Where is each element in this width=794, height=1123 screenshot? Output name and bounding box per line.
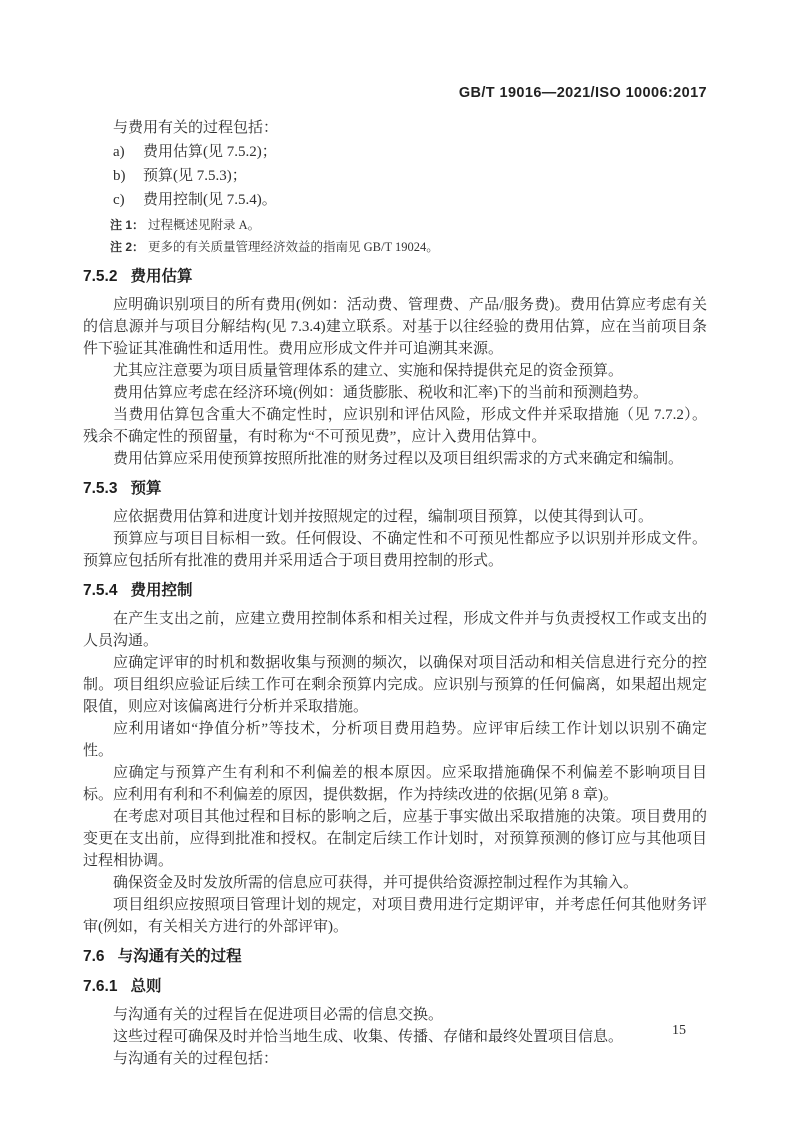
paragraph: 项目组织应按照项目管理计划的规定，对项目费用进行定期评审，并考虑任何其他财务评审(例如，有关相关方进行的外部评审)。: [83, 897, 707, 935]
paragraph: 在考虑对项目其他过程和目标的影响之后，应基于事实做出采取措施的决策。项目费用的变更在支出前，应得到批准和授权。在制定后续工作计划时，对预算预测的修订应与其他项目过程相协调。: [83, 809, 707, 869]
clause-heading-7-6: [83, 946, 707, 968]
intro-lead: 与费用有关的过程包括：: [113, 120, 279, 136]
list-item-text: 费用估算(见 7.5.2)；: [143, 144, 277, 160]
note-text: 更多的有关质量管理经济效益的指南见 GB/T 19024。: [148, 240, 439, 254]
paragraph: 在产生支出之前，应建立费用控制体系和相关过程，形成文件并与负责授权工作或支出的人员沟通。: [83, 611, 707, 649]
paragraph: 应依据费用估算和进度计划并按照规定的过程，编制项目预算，以使其得到认可。: [113, 509, 654, 525]
section-heading-7-5-2: [83, 266, 707, 288]
note-label: 注 1：: [110, 218, 145, 232]
list-item: [83, 188, 707, 212]
section-heading-7-6-1: [83, 976, 707, 998]
section-number: 7.6.1: [83, 978, 118, 995]
paragraph: 确保资金及时发放所需的信息应可获得，并可提供给资源控制过程作为其输入。: [113, 875, 639, 891]
paragraph: 应确定与预算产生有利和不利偏差的根本原因。应采取措施确保不利偏差不影响项目目标。应利用有利和不利偏差的原因，提供数据，作为持续改进的依据(见第 8 章)。: [83, 765, 707, 803]
paragraph: 与沟通有关的过程包括：: [113, 1051, 279, 1067]
section-title: 总则: [130, 978, 162, 995]
paragraph: 预算应与项目目标相一致。任何假设、不确定性和不可预见性都应予以识别并形成文件。预算应包括所有批准的费用并采用适合于项目费用控制的形式。: [83, 531, 707, 569]
list-item-marker: a): [113, 144, 125, 160]
section-heading-7-5-4: [83, 580, 707, 602]
clause-title: 与沟通有关的过程: [117, 948, 242, 965]
list-item-marker: c): [113, 192, 125, 208]
list-item: [83, 140, 707, 164]
section-title: 预算: [130, 480, 162, 497]
note: [83, 214, 707, 236]
paragraph: 应确定评审的时机和数据收集与预测的频次，以确保对项目活动和相关信息进行充分的控制。项目组织应验证后续工作可在剩余预算内完成。应识别与预算的任何偏离，如果超出规定限值，则应对该偏离进行分析并采取措施。: [83, 655, 707, 715]
list-item-text: 预算(见 7.5.3)；: [143, 168, 247, 184]
section-title: 费用控制: [130, 582, 193, 599]
page-number: 15: [672, 1023, 686, 1038]
note-label: 注 2：: [110, 240, 145, 254]
paragraph: 应明确识别项目的所有费用(例如：活动费、管理费、产品/服务费)。费用估算应考虑有关的信息源并与项目分解结构(见 7.3.4)建立联系。对基于以往经验的费用估算，应在当前项目条件下验证其准确性和适用性。费用应形成文件并可追溯其来源。: [83, 297, 707, 357]
running-head-standard-code: GB/T 19016—2021/ISO 10006:2017: [458, 85, 707, 101]
process-list: [83, 140, 707, 212]
section-number: 7.5.2: [83, 268, 118, 285]
section-number: 7.5.4: [83, 582, 118, 599]
list-item-text: 费用控制(见 7.5.4)。: [143, 192, 277, 208]
paragraph: 费用估算应采用使预算按照所批准的财务过程以及项目组织需求的方式来确定和编制。: [113, 451, 684, 467]
paragraph: 与沟通有关的过程旨在促进项目必需的信息交换。: [113, 1007, 444, 1023]
paragraph: 应利用诸如“挣值分析”等技术，分析项目费用趋势。应评审后续工作计划以识别不确定性。: [83, 721, 707, 759]
note-text: 过程概述见附录 A。: [148, 218, 261, 232]
list-item-marker: b): [113, 168, 126, 184]
paragraph: 当费用估算包含重大不确定性时，应识别和评估风险，形成文件并采取措施（见 7.7.2）。残余不确定性的预留量，有时称为“不可预见费”，应计入费用估算中。: [83, 407, 707, 445]
note: [83, 236, 707, 258]
notes-block: [83, 214, 707, 258]
paragraph: 尤其应注意要为项目质量管理体系的建立、实施和保持提供充足的资金预算。: [113, 363, 624, 379]
section-title: 费用估算: [130, 268, 193, 285]
section-heading-7-5-3: [83, 478, 707, 500]
section-number: 7.5.3: [83, 480, 118, 497]
clause-number: 7.6: [83, 948, 105, 965]
list-item: [83, 164, 707, 188]
paragraph: 费用估算应考虑在经济环境(例如：通货膨胀、税收和汇率)下的当前和预测趋势。: [113, 385, 648, 401]
paragraph: 这些过程可确保及时并恰当地生成、收集、传播、存储和最终处置项目信息。: [113, 1029, 624, 1045]
page-content: [83, 116, 707, 1070]
